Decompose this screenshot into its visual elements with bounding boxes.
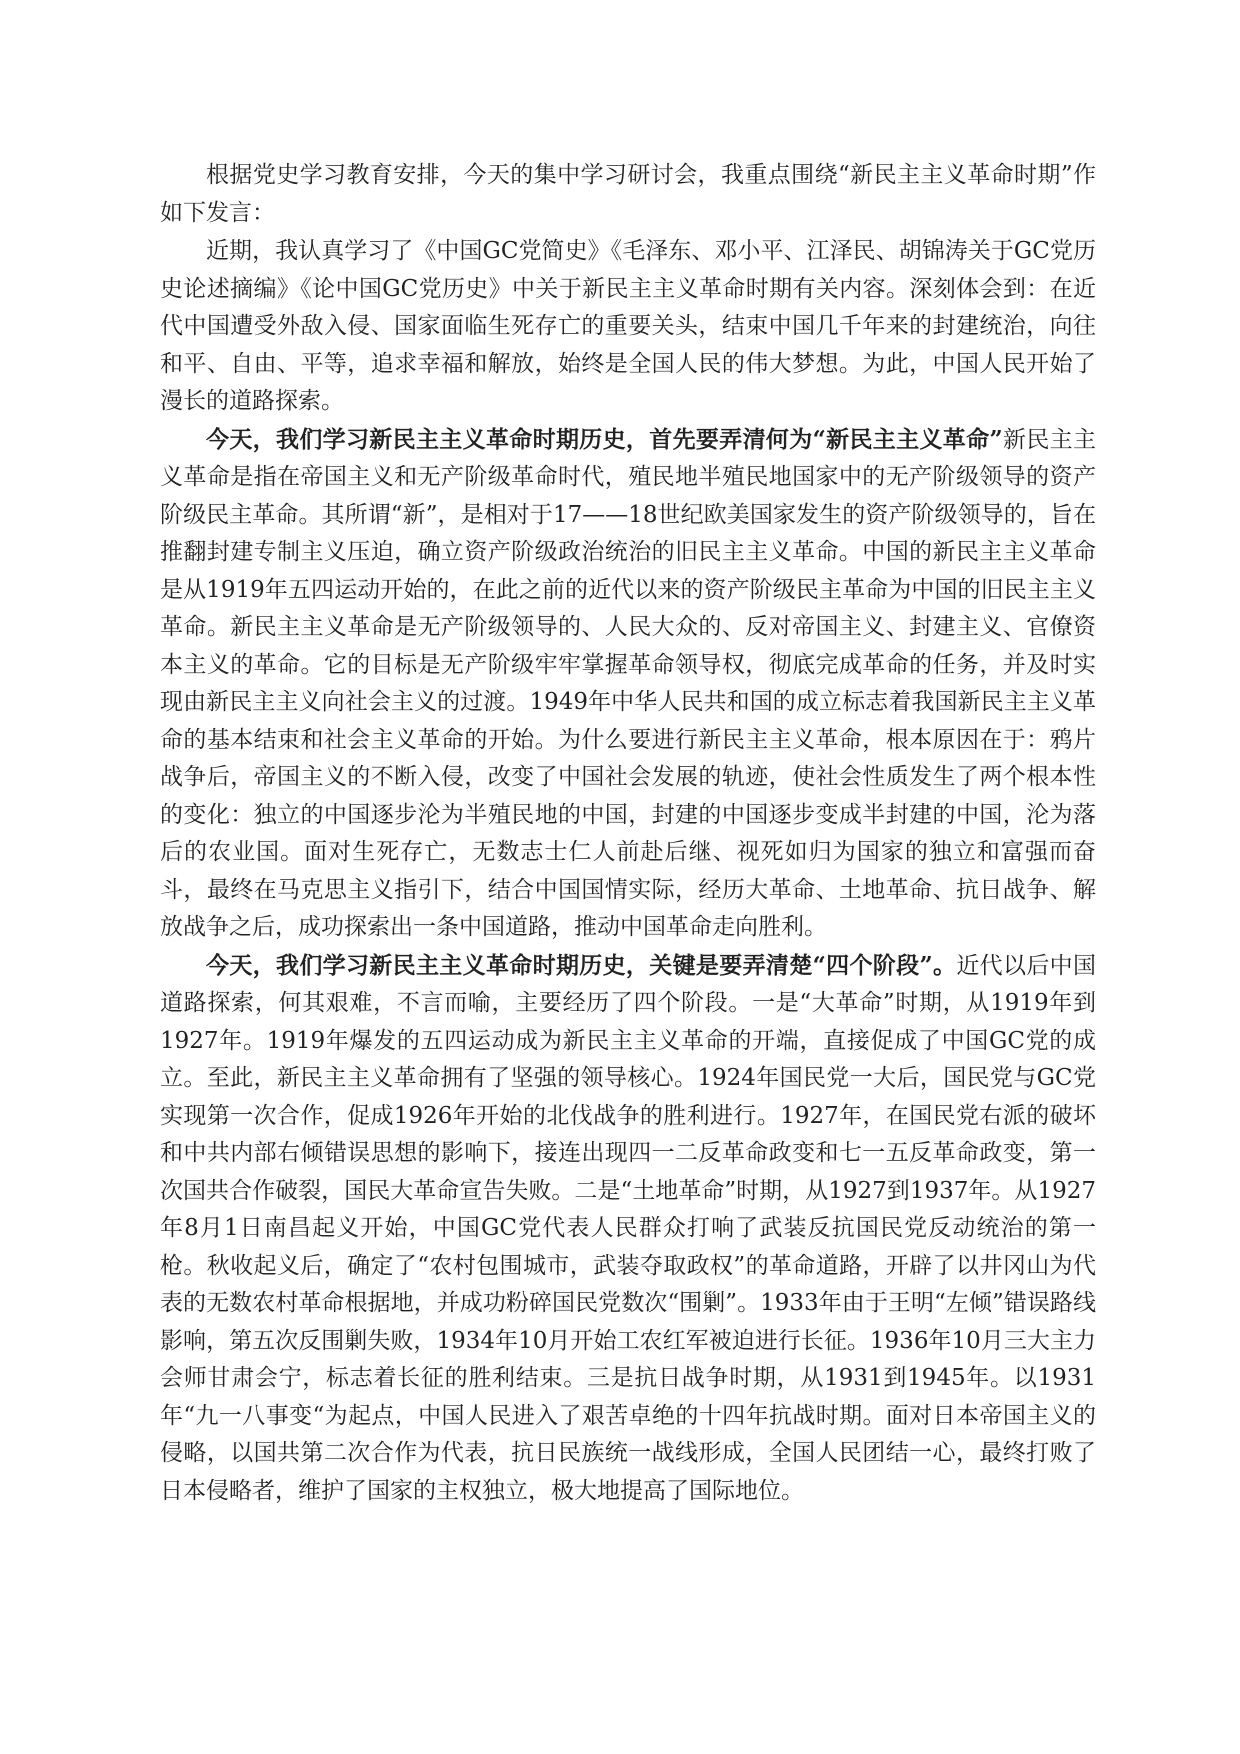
document-page <box>160 156 1096 1510</box>
paragraph-body: 新民主主义革命是指在帝国主义和无产阶级革命时代，殖民地半殖民地国家中的无产阶级领导的资产阶级民主革命。其所谓“新”，是相对于17——18世纪欧美国家发生的资产阶级领导的，旨在推翻封建专制主义压迫，确立资产阶级政治统治的旧民主主义革命。中国的新民主主义革命是从1919年五四运动开始的，在此之前的近代以来的资产阶级民主革命为中国的旧民主主义革命。新民主主义革命是无产阶级领导的、人民大众的、反对帝国主义、封建主义、官僚资本主义的革命。它的目标是无产阶级牢牢掌握革命领导权，彻底完成革命的任务，并及时实现由新民主主义向社会主义的过渡。1949年中华人民共和国的成立标志着我国新民主主义革命的基本结束和社会主义革命的开始。为什么要进行新民主主义革命，根本原因在于：鸦片战争后，帝国主义的不断入侵，改变了中国社会发展的轨迹，使社会性质发生了两个根本性的变化：独立的中国逐步沦为半殖民地的中国，封建的中国逐步变成半封建的中国，沦为落后的农业国。面对生死存亡，无数志士仁人前赴后继、视死如归为国家的独立和富强而奋斗，最终在马克思主义指引下，结合中国国情实际，经历大革命、土地革命、抗日战争、解放战争之后，成功探索出一条中国道路，推动中国革命走向胜利。 <box>160 426 1096 940</box>
paragraph-lead-heading: 今天，我们学习新民主主义革命时期历史，关键是要弄清楚“四个阶段”。 <box>206 951 957 979</box>
paragraph-body: 近代以后中国道路探索，何其艰难，不言而喻，主要经历了四个阶段。一是“大革命”时期，从1919年到1927年。1919年爆发的五四运动成为新民主主义革命的开端，直接促成了中国GC党的成立。至此，新民主主义革命拥有了坚强的领导核心。1924年国民党一大后，国民党与GC党实现第一次合作，促成1926年开始的北伐战争的胜利进行。1927年，在国民党右派的破坏和中共内部右倾错误思想的影响下，接连出现四一二反革命政变和七一五反革命政变，第一次国共合作破裂，国民大革命宣告失败。二是“土地革命”时期，从1927到1937年。从1927年8月1日南昌起义开始，中国GC党代表人民群众打响了武装反抗国民党反动统治的第一枪。秋收起义后，确定了“农村包围城市，武装夺取政权”的革命道路，开辟了以井冈山为代表的无数农村革命根据地，并成功粉碎国民党数次“围剿”。1933年由于王明“左倾”错误路线影响，第五次反围剿失败，1934年10月开始工农红军被迫进行长征。1936年10月三大主力会师甘肃会宁，标志着长征的胜利结束。三是抗日战争时期，从1931到1945年。以1931年“九一八事变“为起点，中国人民进入了艰苦卓绝的十四年抗战时期。面对日本帝国主义的侵略，以国共第二次合作为代表，抗日民族统一战线形成，全国人民团结一心，最终打败了日本侵略者，维护了国家的主权独立，极大地提高了国际地位。 <box>160 952 1096 1504</box>
paragraph-body: 近期，我认真学习了《中国GC党简史》《毛泽东、邓小平、江泽民、胡锦涛关于GC党历史论述摘编》《论中国GC党历史》中关于新民主主义革命时期有关内容。深刻体会到：在近代中国遭受外敌入侵、国家面临生死存亡的重要关头，结束中国几千年来的封建统治，向往和平、自由、平等，追求幸福和解放，始终是全国人民的伟大梦想。为此，中国人民开始了漫长的道路探索。 <box>160 238 1096 414</box>
paragraph-intro <box>160 156 1096 232</box>
paragraph-study-summary <box>160 232 1096 421</box>
paragraph-body: 根据党史学习教育安排，今天的集中学习研讨会，我重点围绕“新民主主义革命时期”作如下发言： <box>160 162 1096 226</box>
paragraph-lead-heading: 今天，我们学习新民主主义革命时期历史，首先要弄清何为“新民主主义革命” <box>206 425 1003 453</box>
paragraph-definition <box>160 421 1096 947</box>
paragraph-four-stages <box>160 947 1096 1511</box>
